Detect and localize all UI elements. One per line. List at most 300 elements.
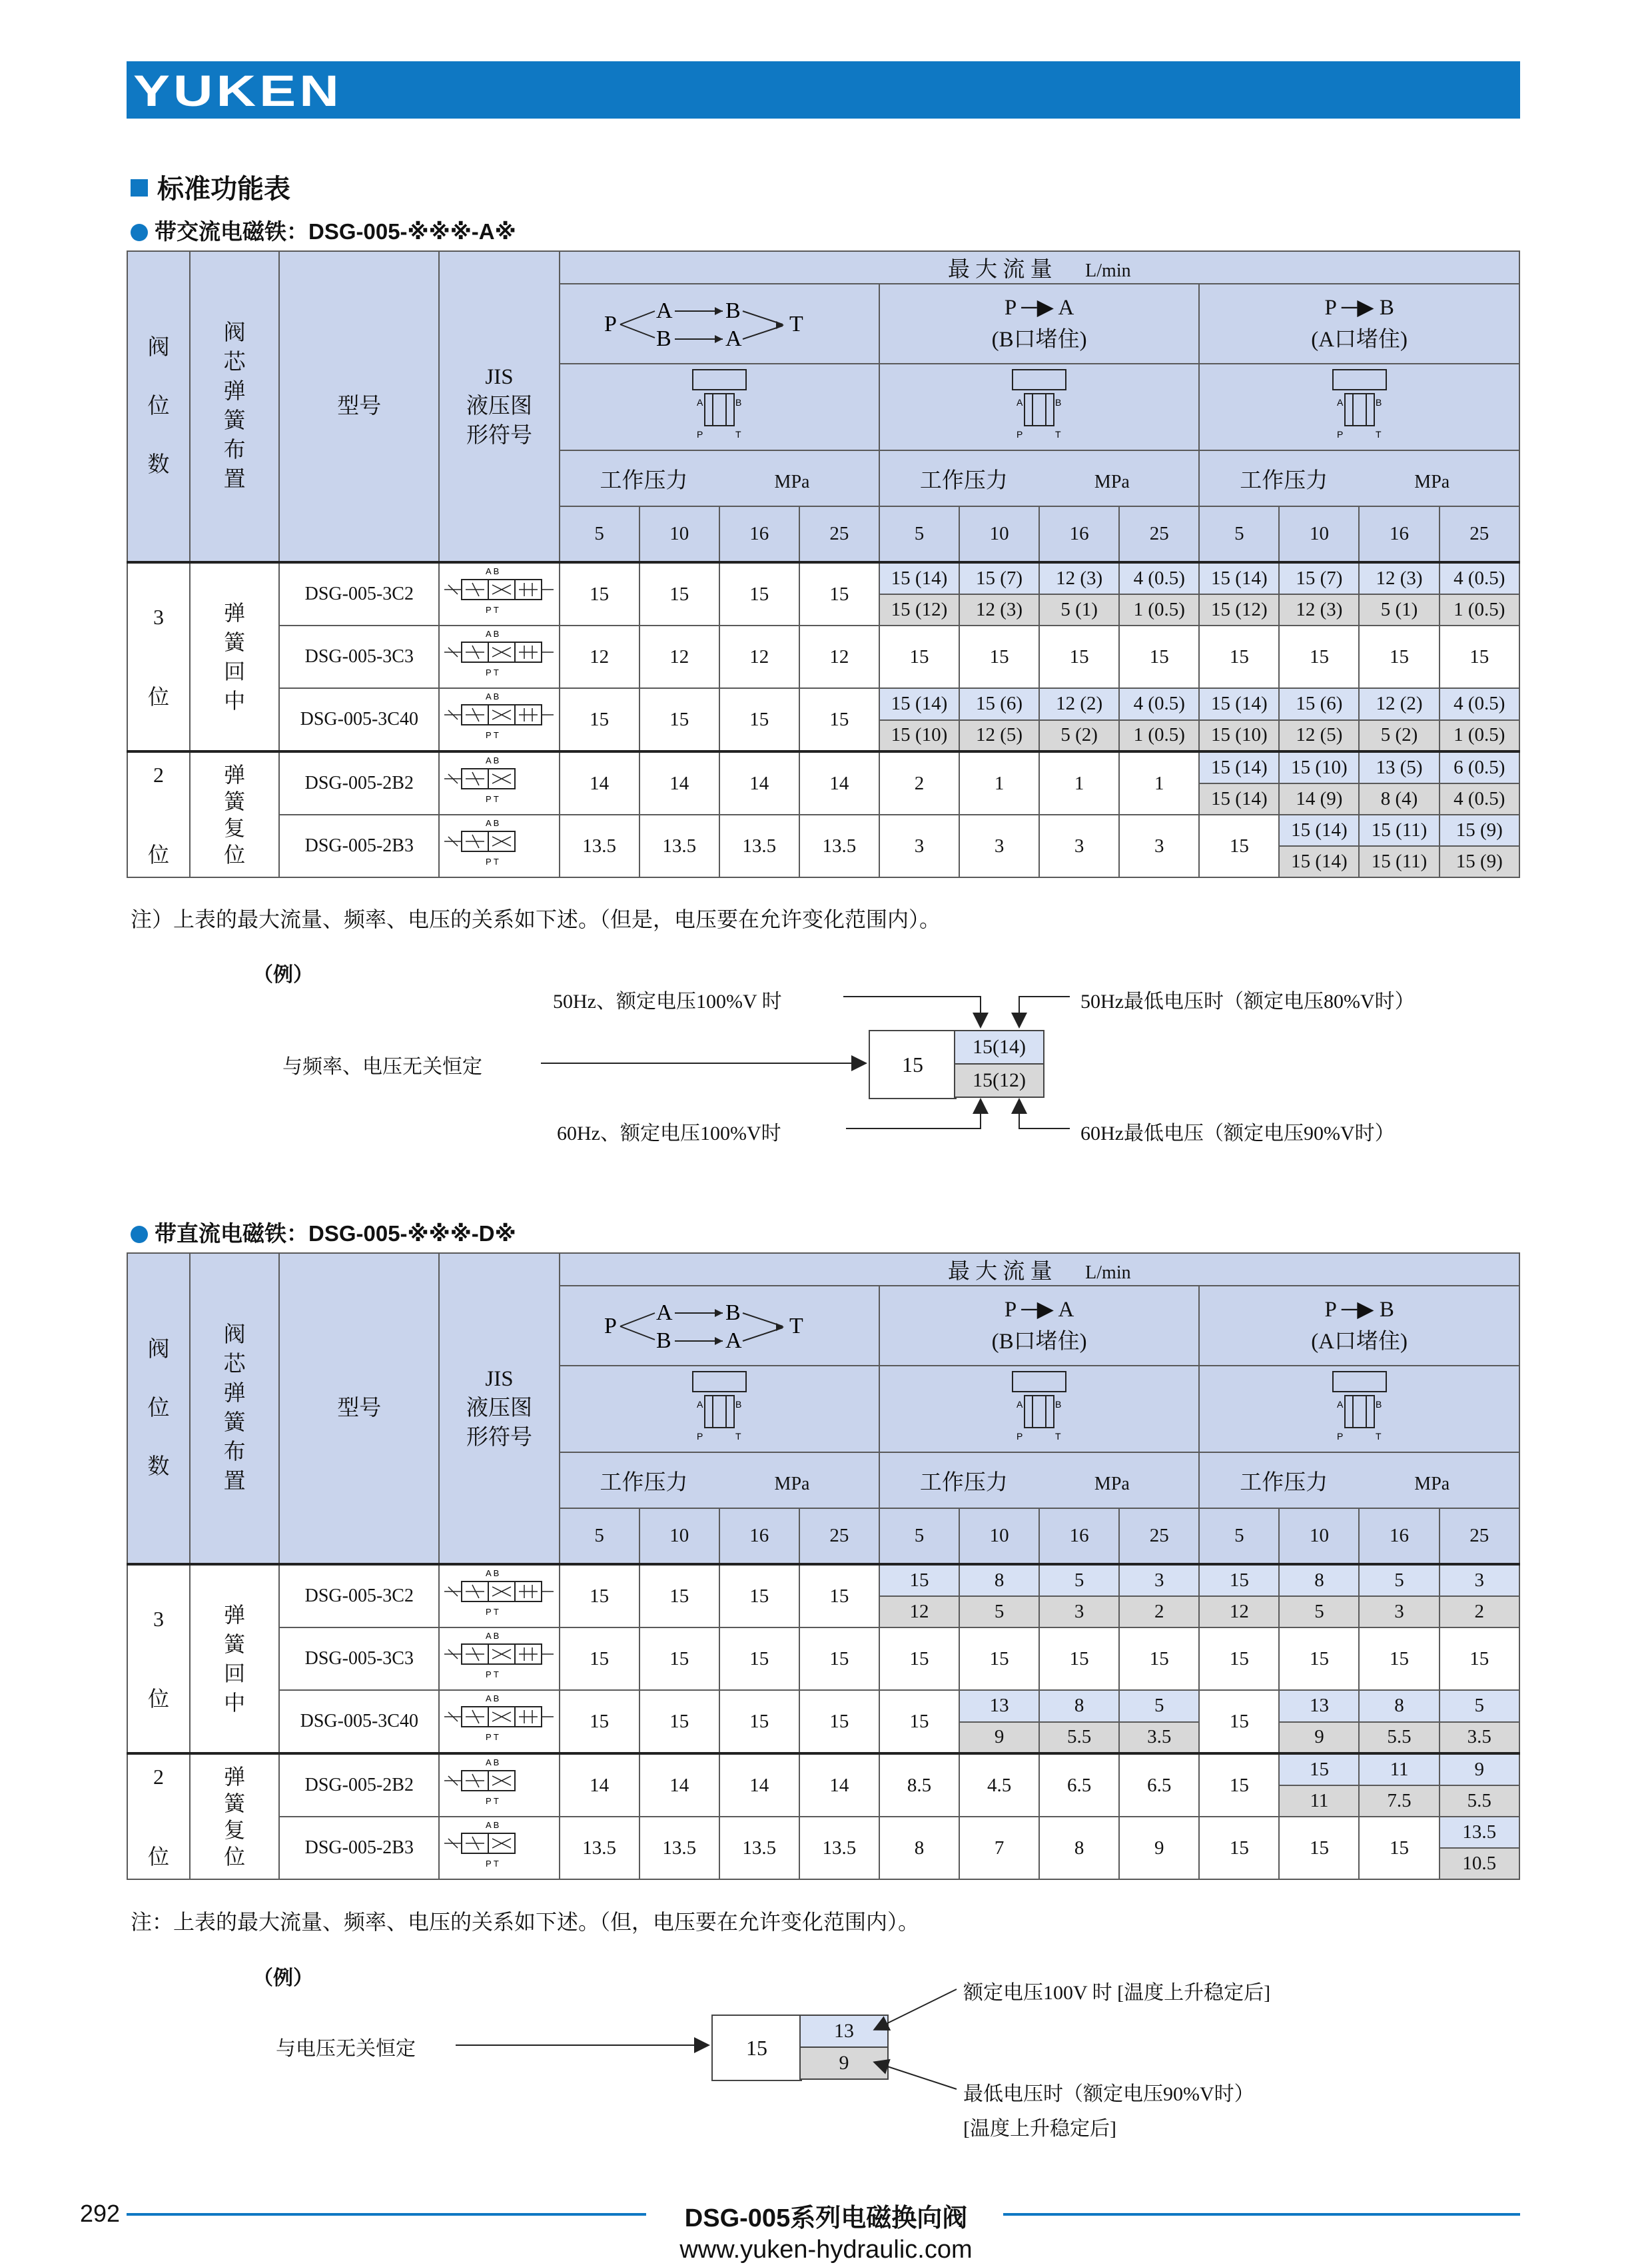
ac-pab-cell: 15 xyxy=(639,562,719,626)
ac-pb-cell-top: 4 (0.5) xyxy=(1440,688,1519,720)
ac-pa-cell: 1 xyxy=(959,751,1039,815)
jis-symbol-icon xyxy=(442,1629,556,1683)
svg-text:P: P xyxy=(696,1431,703,1442)
ac-pb-cell-bottom: 12 (5) xyxy=(1279,720,1359,752)
ac-pa-cell: 3 xyxy=(879,815,959,877)
ac-pab-cell: 13.5 xyxy=(719,815,799,877)
dc-ex-box-top: 13 xyxy=(799,2015,889,2048)
dc-hdr-pb: P ─▶ B (A口堵住) xyxy=(1199,1286,1519,1366)
ac-pa-cell: 2 xyxy=(879,751,959,815)
ac-pb-cell-bottom: 15 (10) xyxy=(1199,720,1279,752)
svg-text:A B: A B xyxy=(486,1693,500,1703)
ac-model-2: DSG-005-3C40 xyxy=(279,688,439,751)
svg-text:A B: A B xyxy=(486,1820,500,1830)
ac-hdr-pressure: 5 xyxy=(879,506,959,562)
svg-text:T: T xyxy=(1055,429,1061,440)
ac-hdr-pressure: 16 xyxy=(719,506,799,562)
dc-model-1: DSG-005-3C3 xyxy=(279,1627,439,1690)
ac-pb-cell-bottom: 14 (9) xyxy=(1279,783,1359,815)
dc-pb-cell-top: 15 xyxy=(1279,1753,1359,1785)
dc-pab-cell: 13.5 xyxy=(560,1817,639,1879)
ac-hdr-positions: 阀 位 数 xyxy=(127,251,190,562)
dc-hdr-pressure: 5 xyxy=(879,1508,959,1564)
dc-pa-cell: 6.5 xyxy=(1039,1753,1119,1817)
dc-example-arrows xyxy=(0,1932,1652,2158)
ac-pa-cell: 3 xyxy=(1119,815,1199,877)
ac-ex-box-main: 15 xyxy=(869,1030,957,1099)
dc-pab-cell: 14 xyxy=(560,1753,639,1817)
dc-hdr-positions: 阀 位 数 xyxy=(127,1253,190,1564)
ac-pa-cell-top: 15 (6) xyxy=(959,688,1039,720)
brand-logo: YUKEN xyxy=(133,66,342,115)
ac-pa-cell-top: 15 (7) xyxy=(959,562,1039,594)
dc-pa-cell-bottom: 12 xyxy=(879,1596,959,1628)
dc-hdr-pab-symbol xyxy=(560,1366,879,1452)
svg-text:B: B xyxy=(735,1399,742,1410)
dc-pb-cell-bottom: 10.5 xyxy=(1440,1848,1519,1879)
svg-text:A B: A B xyxy=(486,1568,500,1578)
dc-symbol-1 xyxy=(439,1627,559,1690)
svg-text:A: A xyxy=(1017,1399,1023,1410)
ac-pb-cell-bottom: 15 (12) xyxy=(1199,594,1279,626)
dc-hdr-pressure: 25 xyxy=(799,1508,879,1564)
svg-text:P: P xyxy=(604,1314,617,1338)
dc-hdr-work-pressure: 工作压力 MPa xyxy=(879,1452,1199,1508)
ac-hdr-work-pressure: 工作压力 MPa xyxy=(879,450,1199,506)
svg-text:P: P xyxy=(1017,1431,1023,1442)
ac-pa-cell-bottom: 15 (12) xyxy=(879,594,959,626)
ac-pb-cell-top: 15 (14) xyxy=(1199,562,1279,594)
svg-text:B: B xyxy=(655,1328,671,1353)
svg-text:T: T xyxy=(1375,429,1382,440)
svg-text:P T: P T xyxy=(486,857,500,867)
ac-arrow-bottom-right xyxy=(1019,1101,1070,1129)
ac-hdr-pressure: 10 xyxy=(959,506,1039,562)
svg-text:P T: P T xyxy=(486,1796,500,1806)
dc-pa-cell-bottom: 2 xyxy=(1119,1596,1199,1628)
svg-text:T: T xyxy=(735,1431,741,1442)
ac-arrow-bottom-left xyxy=(846,1101,981,1129)
ac-ex-left: 与频率、电压无关恒定 xyxy=(282,1056,482,1078)
svg-text:A: A xyxy=(1336,397,1343,408)
ac-hdr-pressure: 5 xyxy=(1199,506,1279,562)
ac-pab-cell: 14 xyxy=(799,751,879,815)
svg-text:B: B xyxy=(1055,397,1062,408)
jis-symbol-icon xyxy=(442,1819,556,1872)
dc-hdr-work-pressure: 工作压力 MPa xyxy=(1199,1452,1519,1508)
dc-pab-cell: 15 xyxy=(799,1564,879,1627)
svg-text:A: A xyxy=(696,397,703,408)
svg-text:A: A xyxy=(696,1399,703,1410)
svg-text:B: B xyxy=(1055,1399,1062,1410)
ac-pb-cell: 15 xyxy=(1440,626,1519,688)
dc-spec-table xyxy=(127,1252,1520,1880)
dc-pb-cell-top: 5 xyxy=(1359,1564,1439,1596)
dc-symbol-3 xyxy=(439,1753,559,1817)
dot-bullet-icon xyxy=(131,1226,148,1243)
ac-pa-cell: 1 xyxy=(1039,751,1119,815)
dc-hdr-maxflow: 最 大 流 量 L/min xyxy=(560,1253,1519,1286)
ac-subtitle-text: 带交流电磁铁：DSG-005-※※※-A※ xyxy=(155,219,516,244)
svg-text:A B: A B xyxy=(486,566,500,576)
ac-pab-cell: 15 xyxy=(719,688,799,751)
ac-pa-cell: 15 xyxy=(1039,626,1119,688)
svg-text:P T: P T xyxy=(486,605,500,615)
ac-hdr-jis: JIS 液压图 形符号 xyxy=(439,251,559,562)
dc-subtitle-text: 带直流电磁铁：DSG-005-※※※-D※ xyxy=(155,1221,516,1246)
ac-pb-cell: 15 xyxy=(1199,815,1279,877)
dc-pb-cell-top: 13.5 xyxy=(1440,1817,1519,1848)
ac-pa-cell: 3 xyxy=(1039,815,1119,877)
dc-hdr-pressure: 16 xyxy=(1039,1508,1119,1564)
port-symbol-icon xyxy=(1306,1366,1413,1446)
ac-pb-cell-bottom: 12 (3) xyxy=(1279,594,1359,626)
svg-text:P: P xyxy=(696,429,703,440)
dc-pb-cell-top: 3 xyxy=(1440,1564,1519,1596)
svg-text:A B: A B xyxy=(486,629,500,639)
dc-pb-cell-bottom: 11 xyxy=(1279,1785,1359,1817)
dc-hdr-pa-symbol xyxy=(879,1366,1199,1452)
dc-group2-pos: 2 位 xyxy=(127,1753,190,1879)
ac-pa-cell: 15 xyxy=(959,626,1039,688)
ac-pab-cell: 12 xyxy=(560,626,639,688)
ac-pb-cell-bottom: 15 (11) xyxy=(1359,846,1439,877)
dc-pab-cell: 15 xyxy=(639,1627,719,1690)
dc-pa-cell: 7 xyxy=(959,1817,1039,1879)
svg-text:B: B xyxy=(1375,1399,1382,1410)
svg-text:P T: P T xyxy=(486,1607,500,1617)
dc-pb-cell-top: 9 xyxy=(1440,1753,1519,1785)
dc-pb-cell-top: 5 xyxy=(1440,1690,1519,1722)
ac-pb-cell: 15 xyxy=(1199,626,1279,688)
jis-symbol-icon xyxy=(442,1567,556,1620)
ac-pb-cell-bottom: 15 (14) xyxy=(1279,846,1359,877)
dc-hdr-pressure: 10 xyxy=(1279,1508,1359,1564)
ac-pa-cell-bottom: 15 (10) xyxy=(879,720,959,752)
dc-pab-cell: 13.5 xyxy=(719,1817,799,1879)
dc-pb-cell: 15 xyxy=(1359,1627,1439,1690)
ac-pab-cell: 15 xyxy=(560,688,639,751)
ac-pa-cell-bottom: 5 (1) xyxy=(1039,594,1119,626)
dc-pb-cell-bottom: 5 xyxy=(1279,1596,1359,1628)
dc-pab-cell: 13.5 xyxy=(799,1817,879,1879)
svg-text:A B: A B xyxy=(486,1631,500,1641)
dc-pab-cell: 15 xyxy=(560,1627,639,1690)
dc-hdr-pb-symbol xyxy=(1199,1366,1519,1452)
ac-example-label: （例） xyxy=(253,964,313,986)
ac-pab-cell: 12 xyxy=(799,626,879,688)
ac-model-4: DSG-005-2B3 xyxy=(279,815,439,877)
dc-pab-cell: 15 xyxy=(799,1690,879,1753)
svg-text:P: P xyxy=(1336,1431,1343,1442)
ac-hdr-pressure: 16 xyxy=(1039,506,1119,562)
ac-pb-cell-top: 15 (6) xyxy=(1279,688,1359,720)
dc-model-4: DSG-005-2B3 xyxy=(279,1817,439,1879)
ac-arrow-top-right xyxy=(1019,997,1070,1026)
ac-pb-cell-top: 15 (14) xyxy=(1199,688,1279,720)
ac-pb-cell-bottom: 5 (1) xyxy=(1359,594,1439,626)
dc-pb-cell-bottom: 9 xyxy=(1279,1722,1359,1754)
svg-text:P: P xyxy=(1017,429,1023,440)
dc-pa-cell: 9 xyxy=(1119,1817,1199,1879)
dc-pab-cell: 13.5 xyxy=(639,1817,719,1879)
ac-pa-cell-bottom: 12 (3) xyxy=(959,594,1039,626)
svg-text:B: B xyxy=(1375,397,1382,408)
ac-ex-top-left: 50Hz、额定电压100%V 时 xyxy=(553,991,782,1013)
svg-text:B: B xyxy=(725,298,741,323)
svg-text:T: T xyxy=(1375,1431,1382,1442)
dc-ex-box-main: 15 xyxy=(711,2015,802,2081)
svg-text:A: A xyxy=(1336,1399,1343,1410)
svg-text:P T: P T xyxy=(486,1669,500,1679)
ac-model-1: DSG-005-3C3 xyxy=(279,626,439,688)
ac-hdr-pressure: 16 xyxy=(1359,506,1439,562)
ac-pb-cell-top: 15 (10) xyxy=(1279,751,1359,783)
dc-pb-cell: 15 xyxy=(1199,1690,1279,1753)
page-number: 292 xyxy=(80,2200,121,2227)
dc-pb-cell-top: 8 xyxy=(1279,1564,1359,1596)
dc-pab-cell: 14 xyxy=(799,1753,879,1817)
ac-pa-cell-top: 12 (3) xyxy=(1039,562,1119,594)
ac-pb-cell-bottom: 1 (0.5) xyxy=(1440,720,1519,752)
ac-pab-cell: 13.5 xyxy=(560,815,639,877)
dc-symbol-2 xyxy=(439,1690,559,1753)
footer-url: www.yuken-hydraulic.com xyxy=(679,2236,973,2264)
dc-pa-cell-top: 5 xyxy=(1039,1564,1119,1596)
ac-pb-cell-top: 6 (0.5) xyxy=(1440,751,1519,783)
dc-example-label: （例） xyxy=(253,1967,313,1989)
dc-hdr-pressure: 16 xyxy=(1359,1508,1439,1564)
dc-ex-bottom-right-1: 最低电压时（额定电压90%V时） xyxy=(963,2083,1254,2105)
ac-model-0: DSG-005-3C2 xyxy=(279,562,439,626)
dc-pb-cell-bottom: 3 xyxy=(1359,1596,1439,1628)
ac-hdr-model: 型号 xyxy=(279,251,439,562)
ac-pa-cell-top: 15 (14) xyxy=(879,688,959,720)
dc-hdr-pressure: 10 xyxy=(639,1508,719,1564)
dc-hdr-pa: P ─▶ A (B口堵住) xyxy=(879,1286,1199,1366)
ac-pb-cell-top: 4 (0.5) xyxy=(1440,562,1519,594)
dc-pb-cell: 15 xyxy=(1359,1817,1439,1879)
ac-hdr-pressure: 25 xyxy=(1440,506,1519,562)
dc-pb-cell: 15 xyxy=(1199,1627,1279,1690)
svg-text:P: P xyxy=(604,312,617,336)
dc-ex-bottom-right-2: [温度上升稳定后] xyxy=(963,2118,1116,2140)
dc-hdr-model: 型号 xyxy=(279,1253,439,1564)
svg-text:A: A xyxy=(655,298,673,323)
footer-title: DSG-005系列电磁换向阀 xyxy=(684,2204,968,2232)
dc-pa-cell-bottom: 5.5 xyxy=(1039,1722,1119,1754)
ac-pab-cell: 15 xyxy=(799,688,879,751)
ac-pa-cell-top: 15 (14) xyxy=(879,562,959,594)
ac-pa-cell-bottom: 1 (0.5) xyxy=(1119,720,1199,752)
svg-text:A: A xyxy=(725,326,742,351)
dc-pa-cell: 15 xyxy=(879,1690,959,1753)
ac-ex-bottom-right: 60Hz最低电压（额定电压90%V时） xyxy=(1080,1123,1395,1144)
ac-hdr-work-pressure: 工作压力 MPa xyxy=(560,450,879,506)
dc-pa-cell: 8.5 xyxy=(879,1753,959,1817)
ac-pb-cell: 15 xyxy=(1359,626,1439,688)
dc-pab-cell: 14 xyxy=(639,1753,719,1817)
dc-model-0: DSG-005-3C2 xyxy=(279,1564,439,1627)
ac-ex-bottom-left: 60Hz、额定电压100%V时 xyxy=(557,1123,781,1144)
dc-pa-cell: 4.5 xyxy=(959,1753,1039,1817)
dc-hdr-pressure: 25 xyxy=(1119,1508,1199,1564)
dc-pab-cell: 15 xyxy=(799,1627,879,1690)
ac-pa-cell-bottom: 1 (0.5) xyxy=(1119,594,1199,626)
ac-group3-pos: 3 位 xyxy=(127,562,190,751)
svg-text:P T: P T xyxy=(486,730,500,740)
ac-hdr-work-pressure: 工作压力 MPa xyxy=(1199,450,1519,506)
port-symbol-icon xyxy=(666,1366,773,1446)
dc-pb-cell-bottom: 5.5 xyxy=(1359,1722,1439,1754)
ac-arrow-top-left xyxy=(843,997,981,1026)
ac-pab-cell: 14 xyxy=(639,751,719,815)
dc-pab-cell: 14 xyxy=(719,1753,799,1817)
ac-hdr-pb: P ─▶ B (A口堵住) xyxy=(1199,284,1519,364)
ac-pab-cell: 12 xyxy=(639,626,719,688)
svg-text:A: A xyxy=(725,1328,742,1353)
jis-symbol-icon xyxy=(442,1692,556,1745)
svg-text:P T: P T xyxy=(486,1732,500,1742)
dc-hdr-pab xyxy=(560,1286,879,1366)
dc-hdr-work-pressure: 工作压力 MPa xyxy=(560,1452,879,1508)
dc-pa-cell-top: 8 xyxy=(959,1564,1039,1596)
ac-pb-cell-bottom: 15 (9) xyxy=(1440,846,1519,877)
dc-pa-cell: 15 xyxy=(1119,1627,1199,1690)
dc-group3-spring: 弹 簧 回 中 xyxy=(190,1564,279,1753)
ac-pa-cell-bottom: 5 (2) xyxy=(1039,720,1119,752)
dc-pa-cell: 8 xyxy=(1039,1817,1119,1879)
dc-hdr-pressure: 5 xyxy=(1199,1508,1279,1564)
ac-ex-top-right: 50Hz最低电压时（额定电压80%V时） xyxy=(1080,991,1415,1013)
ac-pab-cell: 14 xyxy=(560,751,639,815)
ac-pa-cell-top: 12 (2) xyxy=(1039,688,1119,720)
dc-hdr-spring: 阀 芯 弹 簧 布 置 xyxy=(190,1253,279,1564)
dc-hdr-pressure: 25 xyxy=(1440,1508,1519,1564)
ac-hdr-maxflow: 最 大 流 量 L/min xyxy=(560,251,1519,284)
ac-pa-cell: 15 xyxy=(1119,626,1199,688)
dc-pb-cell: 15 xyxy=(1279,1627,1359,1690)
ac-pab-cell: 13.5 xyxy=(799,815,879,877)
dc-pa-cell-bottom: 3.5 xyxy=(1119,1722,1199,1754)
ac-pa-cell: 15 xyxy=(879,626,959,688)
dc-pab-cell: 15 xyxy=(560,1690,639,1753)
ac-model-3: DSG-005-2B2 xyxy=(279,751,439,815)
dc-hdr-jis: JIS 液压图 形符号 xyxy=(439,1253,559,1564)
ac-ex-box-bottom: 15(12) xyxy=(954,1063,1044,1098)
svg-text:A B: A B xyxy=(486,818,500,828)
svg-text:P T: P T xyxy=(486,794,500,804)
dc-pb-cell-top: 11 xyxy=(1359,1753,1439,1785)
svg-text:A B: A B xyxy=(486,1757,500,1767)
ac-group2-spring: 弹 簧 复 位 xyxy=(190,751,279,877)
pab-flow-diagram xyxy=(563,1286,876,1360)
dc-pa-cell-bottom: 5 xyxy=(959,1596,1039,1628)
dc-group2-spring: 弹 簧 复 位 xyxy=(190,1753,279,1879)
svg-text:B: B xyxy=(655,326,671,351)
port-symbol-icon xyxy=(986,1366,1092,1446)
ac-group3-spring: 弹 簧 回 中 xyxy=(190,562,279,751)
ac-pab-cell: 15 xyxy=(560,562,639,626)
ac-pab-cell: 15 xyxy=(799,562,879,626)
dc-pb-cell-top: 15 xyxy=(1199,1564,1279,1596)
dc-pab-cell: 15 xyxy=(639,1564,719,1627)
ac-pab-cell: 15 xyxy=(639,688,719,751)
svg-text:B: B xyxy=(725,1300,741,1325)
dc-pa-cell-top: 5 xyxy=(1119,1690,1199,1722)
ac-hdr-pressure: 25 xyxy=(799,506,879,562)
dc-pa-cell: 8 xyxy=(879,1817,959,1879)
ac-pa-cell-top: 4 (0.5) xyxy=(1119,562,1199,594)
dc-pa-cell-bottom: 9 xyxy=(959,1722,1039,1754)
ac-pb-cell-bottom: 8 (4) xyxy=(1359,783,1439,815)
dc-pa-cell-top: 13 xyxy=(959,1690,1039,1722)
ac-ex-box-top: 15(14) xyxy=(954,1030,1044,1065)
dc-symbol-0 xyxy=(439,1564,559,1627)
dc-pb-cell-bottom: 3.5 xyxy=(1440,1722,1519,1754)
dc-subtitle xyxy=(131,1216,516,1248)
dc-model-2: DSG-005-3C40 xyxy=(279,1690,439,1753)
ac-hdr-pressure: 10 xyxy=(1279,506,1359,562)
ac-pb-cell-top: 15 (14) xyxy=(1279,815,1359,846)
dc-pa-cell: 15 xyxy=(879,1627,959,1690)
dc-hdr-pressure: 16 xyxy=(719,1508,799,1564)
ac-pab-cell: 13.5 xyxy=(639,815,719,877)
dc-note: 注：上表的最大流量、频率、电压的关系如下述。（但，电压要在允许变化范围内）。 xyxy=(131,1910,920,1934)
dc-pb-cell: 15 xyxy=(1279,1817,1359,1879)
svg-text:A: A xyxy=(655,1300,673,1325)
svg-text:T: T xyxy=(735,429,741,440)
dc-pa-cell-bottom: 3 xyxy=(1039,1596,1119,1628)
dc-pa-cell: 15 xyxy=(1039,1627,1119,1690)
ac-note: 注）上表的最大流量、频率、电压的关系如下述。（但是，电压要在允许变化范围内）。 xyxy=(131,907,941,931)
dc-pb-cell-bottom: 5.5 xyxy=(1440,1785,1519,1817)
ac-pab-cell: 15 xyxy=(719,562,799,626)
dc-ex-box-bottom: 9 xyxy=(799,2046,889,2080)
svg-text:A: A xyxy=(1017,397,1023,408)
dc-arrow-bottom xyxy=(875,2062,957,2089)
dc-symbol-4 xyxy=(439,1817,559,1879)
dc-model-3: DSG-005-2B2 xyxy=(279,1753,439,1817)
dc-ex-top-right: 额定电压100V 时 [温度上升稳定后] xyxy=(963,1982,1271,2004)
dc-pab-cell: 15 xyxy=(639,1690,719,1753)
ac-pab-cell: 12 xyxy=(719,626,799,688)
ac-pb-cell-bottom: 5 (2) xyxy=(1359,720,1439,752)
dc-pab-cell: 15 xyxy=(719,1564,799,1627)
ac-hdr-pa: P ─▶ A (B口堵住) xyxy=(879,284,1199,364)
ac-pb-cell-top: 12 (2) xyxy=(1359,688,1439,720)
svg-text:T: T xyxy=(1055,1431,1061,1442)
dc-pa-cell-top: 15 xyxy=(879,1564,959,1596)
dc-ex-left: 与电压无关恒定 xyxy=(276,2038,416,2060)
dc-pb-cell-top: 8 xyxy=(1359,1690,1439,1722)
dc-pab-cell: 15 xyxy=(719,1690,799,1753)
ac-pa-cell-top: 4 (0.5) xyxy=(1119,688,1199,720)
ac-pb-cell-bottom: 15 (14) xyxy=(1199,783,1279,815)
ac-hdr-pressure: 5 xyxy=(560,506,639,562)
ac-pab-cell: 14 xyxy=(719,751,799,815)
ac-pb-cell-top: 13 (5) xyxy=(1359,751,1439,783)
ac-hdr-pressure: 25 xyxy=(1119,506,1199,562)
ac-pb-cell: 15 xyxy=(1279,626,1359,688)
dc-pa-cell-top: 8 xyxy=(1039,1690,1119,1722)
svg-text:P T: P T xyxy=(486,668,500,678)
svg-text:P T: P T xyxy=(486,1859,500,1869)
dc-pb-cell: 15 xyxy=(1199,1753,1279,1817)
svg-text:A B: A B xyxy=(486,691,500,701)
dc-pa-cell: 6.5 xyxy=(1119,1753,1199,1817)
dc-pa-cell: 15 xyxy=(959,1627,1039,1690)
